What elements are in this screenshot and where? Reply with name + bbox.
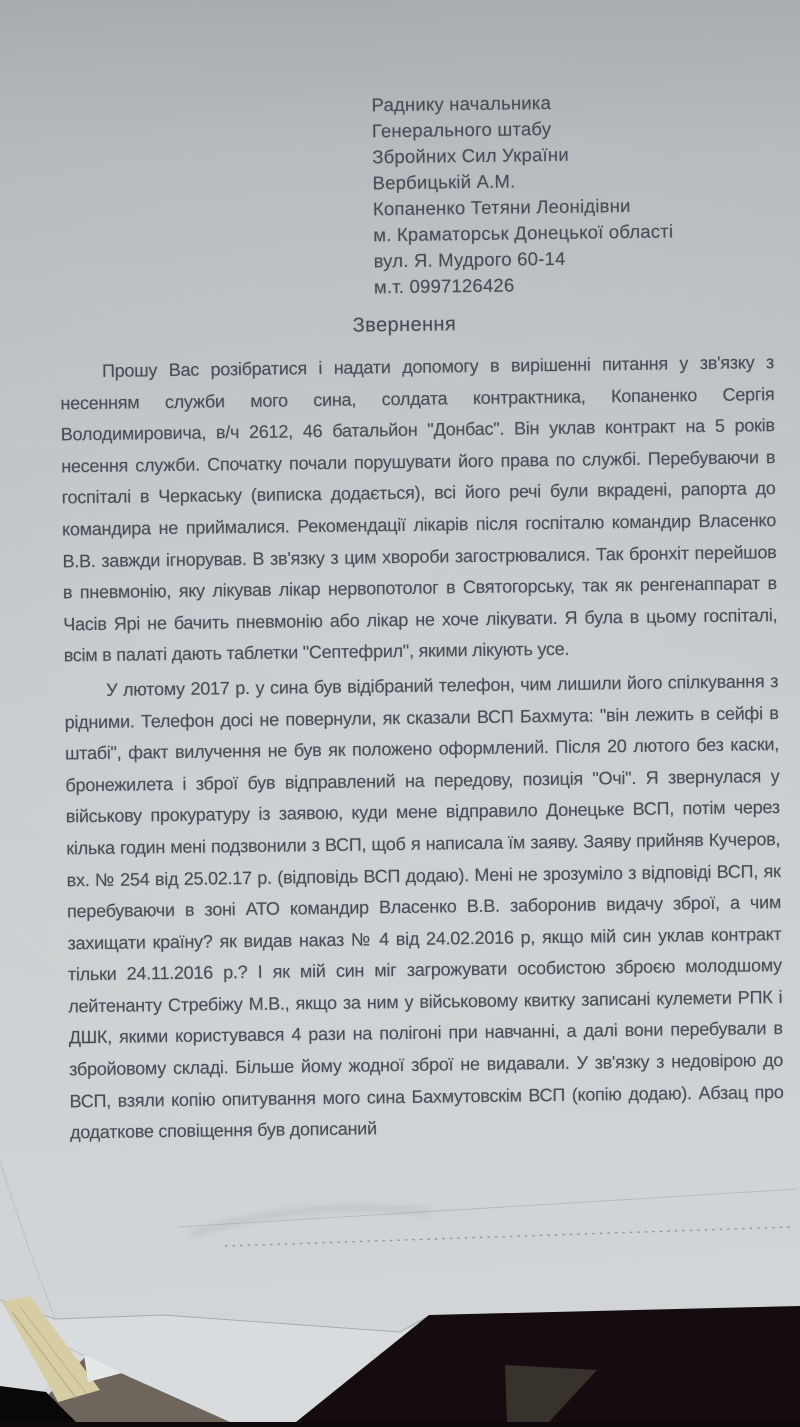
document-title: Звернення: [352, 313, 457, 337]
paragraph-2: У лютому 2017 р. у сина був відібраний телефон, чим лишили його спілкування з рідними. Телефон досі не повернули, як сказали ВСП Бахмута: "він лежить в сейфі в штабі", факт вилучення не був як положено оформлений. Після 20 лютого без каски, бронежилета і зброї був відправлений на передову, позиція "Очі". Я звернулася у військову прокуратуру із заявою, куди мене відправило Донецьке ВСП, потім через кілька годин мені подзвонили з ВСП, щоб я написала їм заяву. Заяву прийняв Кучеров, вх. № 254 від 25.02.17 р. (відповідь ВСП додаю). Мені не зрозуміло з відповіді ВСП, як перебуваючи в зоні АТО командир Власенко В.В. заборонив видачу зброї, а чим захищати країну? як видав наказ № 4 від 24.02.2016 р, якщо мій син уклав контракт тільки 24.11.2016 р.? І як мій син міг загрожувати особистою зброєю молодшому лейтенанту Стребіжу М.В., якщо за ним у військовому квитку записані кулемети РПК і ДШК, якими користувався 4 рази на полігоні при навчанні, а далі вони перебували в збройовому складі. Більше йому жодної зброї не видавали. У зв'язку з недовірою до ВСП, взяли копію опитування мого сина Бахмутовскім ВСП (копію додаю). Абзац про додаткове сповіщення був дописаний: [64, 671, 784, 1143]
recipient-line: м.т. 0997126426: [373, 274, 515, 298]
document-body: [60, 347, 784, 1152]
recipient-line: Вербицькій А.М.: [372, 170, 516, 194]
recipient-line: Збройних Сил України: [372, 143, 569, 168]
recipient-line: Копаненко Тетяни Леонідівни: [372, 194, 631, 220]
paragraph-1: Прошу Вас розібратися і надати допомогу в вирішенні питання у зв'язку з несенням служби мого сина, солдата контрактника, Копаненко Сергія Володимировича, в/ч 2612, 46 батальйон "Донбас". Він уклав контракт на 5 років несення служби. Спочатку почали порушувати його права по службі. Перебуваючи в госпіталі в Черкаську (виписка додається), всі його речі були вкрадені, рапорта до командира не приймалися. Рекомендації лікарів після госпіталю командир Власенко В.В. завжди ігнорував. В зв'язку з цим хвороби загострювалися. Так бронхіт перейшов в пневмонію, яку лікував лікар нервопотолог в Святогорську, так як ренгенаппарат в Часів Ярі не бачить пневмонію або лікар не хоче лікувати. Я була в цьому госпіталі, всім в палаті дають таблетки "Септефрил", якими лікують усе.: [60, 352, 778, 666]
recipient-line: вул. Я. Мудрого 60-14: [373, 247, 566, 272]
recipient-line: Раднику начальника: [371, 91, 552, 116]
recipient-line: Генерального штабу: [371, 117, 552, 142]
recipient-line: м. Краматорськ Донецької області: [373, 220, 674, 246]
recipient-block: [371, 88, 674, 300]
